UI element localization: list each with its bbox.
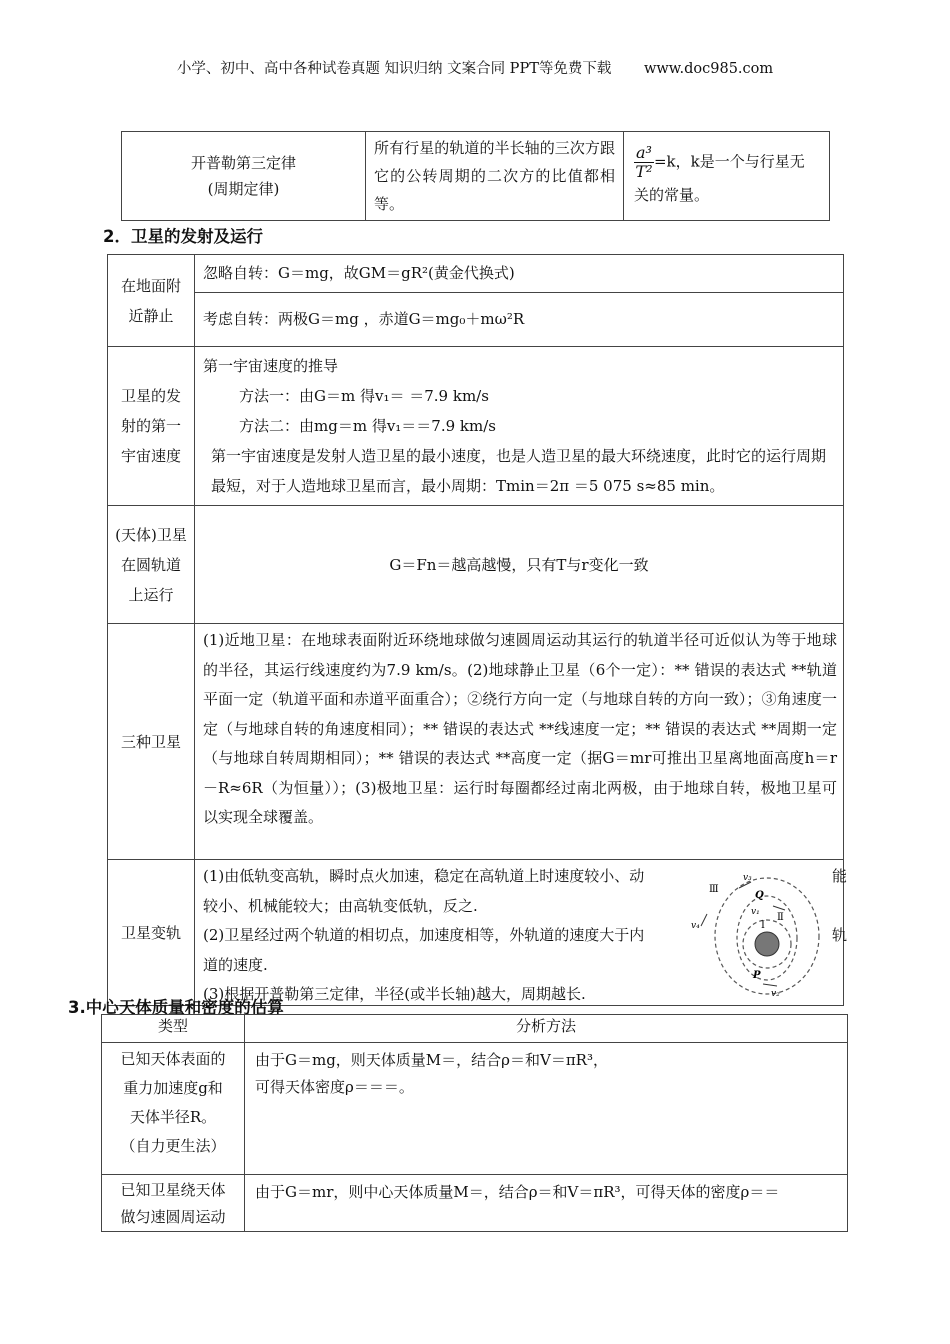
header-text: 小学、初中、高中各种试卷真题 知识归纳 文案合同 PPT等免费下载 — [176, 61, 612, 77]
kepler-name-cell — [122, 132, 366, 221]
method-orbiting-satellite: 由于G＝mr，则中心天体质量M＝，结合ρ＝和V＝πR³，可得天体的密度ρ＝＝ — [245, 1175, 848, 1232]
kepler-name: 开普勒第三定律 — [190, 154, 296, 172]
orbit-change-overflow-2: 轨 — [832, 926, 848, 944]
method-surface-gravity: 由于G＝mg，则天体质量M＝，结合ρ＝和V＝πR³， 可得天体密度ρ＝＝＝。 — [245, 1043, 848, 1175]
orbit-change-text: (1)由低轨变高轨，瞬时点火加速，稳定在高轨道上时速度较小、动 较小、机械能较大；由高轨变低轨，反之. (2)卫星经过两个轨道的相切点，加速度相等，外轨道的速度大于内 道的速度. (3)根据开普勒第三定律，半径(或半长轴)越大，周期越长. — [203, 867, 645, 1003]
type-orbiting-satellite: 已知卫星绕天体 做匀速圆周运动 — [102, 1175, 245, 1232]
circular-orbit-content: G＝Fn＝越高越慢，只有T与r变化一致 — [195, 506, 844, 624]
orbit-change-overflow-1: 能 — [832, 867, 848, 885]
v2-arrow — [763, 984, 777, 986]
earth-icon — [755, 932, 779, 956]
label-III: Ⅲ — [709, 884, 719, 895]
three-satellites-content: (1)近地卫星：在地球表面附近环绕地球做匀速圆周运动其运行的轨道半径可近似认为等于地球的半径，其运行线速度约为7.9 km/s。(2)地球静止卫星（6个一定）：** 错误的表达式 **轨道平面一定（轨道平面和赤道平面重合）；②绕行方向一定（与地球自转的方向一致）；③角速度一定（与地球自转的角速度相同）；** 错误的表达式 **线速度一定；** 错误的表达式 **周期一定（与地球自转周期相同）；** 错误的表达式 **高度一定（据G＝mr可推出卫星离地面高度h＝r－R≈6R（为恒量））；(3)极地卫星：运行时每圈都经过南北两极，由于地球自转，极地卫星可以实现全球覆盖。 — [195, 624, 844, 860]
section3-title: 3.中心天体质量和密度的估算 — [68, 998, 284, 1017]
label-II: Ⅱ — [777, 912, 784, 923]
v4-arrow — [701, 914, 707, 926]
kepler-fraction — [634, 144, 654, 181]
label-I: Ⅰ — [761, 920, 765, 931]
kepler-table — [121, 131, 830, 221]
kepler-content: 所有行星的轨道的半长轴的三次方跟它的公转周期的二次方的比值都相等。 — [374, 139, 615, 213]
label-Q: Q — [755, 890, 764, 901]
label-v4: v₄ — [691, 921, 700, 931]
v1-arrow — [773, 906, 785, 910]
row-label-orbit-change: 卫星变轨 — [108, 860, 195, 1006]
orbit-diagram — [689, 866, 823, 1000]
kepler-formula-cell — [624, 132, 830, 221]
ground-line-2: 考虑自转：两极G＝mg ，赤道G＝mg₀＋mω²R — [195, 293, 844, 347]
section2-title: 2．卫星的发射及运行 — [103, 227, 263, 246]
row-label-cosmic-velocity: 卫星的发射的第一宇宙速度 — [108, 347, 195, 506]
label-v2: v₂ — [771, 989, 780, 999]
satellite-table — [107, 254, 848, 1006]
page-header — [0, 57, 950, 78]
kepler-content-cell — [366, 132, 624, 221]
kepler-alias: (周期定律) — [207, 180, 280, 198]
kepler-formula-rest: =k，k是一个与行星无关的常量。 — [634, 152, 805, 204]
ground-line-1: 忽略自转：G＝mg，故GM＝gR²(黄金代换式) — [195, 255, 844, 293]
mass-density-table — [101, 1014, 848, 1232]
cosmic-velocity-content: 第一宇宙速度的推导 方法一：由G＝m 得v₁＝ ＝7.9 km/s 方法二：由mg＝m 得v₁＝＝7.9 km/s 第一宇宙速度是发射人造卫星的最小速度，也是人造卫星的最大环绕速度，此时它的运行周期最短，对于人造地球卫星而言，最小周期：Tmin＝2π ＝5 075 s≈85 min。 — [195, 347, 844, 506]
row-label-circular-orbit: (天体)卫星在圆轨道上运行 — [108, 506, 195, 624]
label-v3: v₃ — [743, 873, 752, 883]
col-method-header: 分析方法 — [245, 1015, 848, 1043]
row-label-three-satellites: 三种卫星 — [108, 624, 195, 860]
header-url[interactable]: www.doc985.com — [643, 61, 774, 77]
label-P: P — [753, 970, 761, 981]
label-v1: v₁ — [751, 907, 760, 917]
row-label-ground: 在地面附近静止 — [108, 255, 195, 347]
type-surface-gravity: 已知天体表面的 重力加速度g和 天体半径R。 （自力更生法） — [102, 1043, 245, 1175]
kepler-numerator: a³ — [636, 142, 652, 162]
col-type-header: 类型 — [102, 1015, 245, 1043]
kepler-denominator: T² — [635, 161, 653, 181]
orbit-change-content — [195, 860, 848, 1006]
